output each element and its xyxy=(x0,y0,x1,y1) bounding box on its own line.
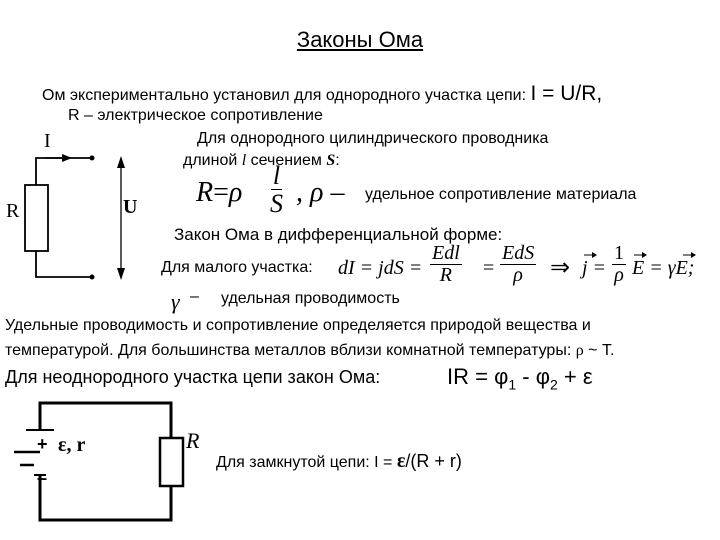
specific-conductivity-text: удельная проводимость xyxy=(221,290,400,307)
ohm-law-comma: , xyxy=(596,82,603,105)
battery-plus: + xyxy=(37,434,48,454)
paragraph-line2-text: температурой. Для большинства металлов вблизи комнатной температуры: xyxy=(5,342,576,359)
fraction-denominator-S: S xyxy=(270,189,283,219)
fraction-numerator-l: l xyxy=(272,161,281,190)
formula-eq: = xyxy=(213,177,229,208)
cylinder-colon: : xyxy=(335,152,340,169)
nonuniform-section-text: Для неоднородного участка цепи закон Ома: xyxy=(5,367,381,387)
closed-circuit-rest: /(R + r) xyxy=(405,451,462,471)
paragraph-line1: Удельные проводимость и сопротивление определяется природой вещества и xyxy=(5,317,591,334)
ohm-statement-text: Ом экспериментально установил для однородного участка цепи: xyxy=(42,87,531,104)
fraction-rho: ρ xyxy=(513,264,523,286)
E-gamma-expression: E = γE; xyxy=(632,257,695,279)
rho-definition-symbol: , ρ – xyxy=(296,177,345,208)
fraction-EdS: EdS xyxy=(502,242,535,264)
paragraph-line2-end: ~ T. xyxy=(583,342,615,359)
j-expression: j = xyxy=(582,257,607,279)
ohm-law-formula: I = U/R xyxy=(530,82,597,105)
length-symbol: l xyxy=(241,152,247,169)
current-label-I: I xyxy=(44,130,51,152)
fraction-one: 1 xyxy=(614,242,624,264)
closed-circuit-law xyxy=(216,450,462,473)
formula-rho: ρ xyxy=(228,177,243,208)
fraction-Edl: Edl xyxy=(432,242,460,264)
voltage-label-U: U xyxy=(123,196,138,218)
equals-sign-2: = xyxy=(483,257,495,279)
cylinder-conductor-line1: Для однородного цилиндрического проводника xyxy=(197,130,549,147)
section-symbol: S xyxy=(326,152,336,169)
emf-r-label: ε, r xyxy=(58,434,86,456)
small-section-label: Для малого участка: xyxy=(161,259,313,276)
gamma-symbol: γ xyxy=(171,289,180,314)
fraction-R: R xyxy=(439,264,452,286)
resistance-definition: R – электрическое сопротивление xyxy=(68,107,323,124)
implies-arrow: ⇒ xyxy=(550,255,571,281)
differential-form-title: Закон Ома в дифференциальной форме: xyxy=(174,225,503,244)
paragraph-rho: ρ xyxy=(575,342,584,359)
phi-sub-1: 1 xyxy=(508,376,517,393)
cylinder-length-prefix: длиной xyxy=(183,152,242,169)
nonuniform-formula-plus: + ε xyxy=(557,364,593,389)
gamma-dash: – xyxy=(190,288,199,305)
nonuniform-formula-minus: - φ xyxy=(516,364,550,389)
dI-expression: dI = jdS = xyxy=(338,257,423,279)
cylinder-section-word: сечением xyxy=(246,152,327,169)
phi-sub-2: 2 xyxy=(549,376,558,393)
closed-circuit-text: Для замкнутой цепи: I = xyxy=(216,454,397,471)
external-resistor-label: R xyxy=(186,428,200,453)
resistivity-description: удельное сопротивление материала xyxy=(365,186,637,203)
nonuniform-formula-start: IR = φ xyxy=(447,364,509,389)
battery-minus: – xyxy=(37,468,48,488)
page-title: Законы Ома xyxy=(296,27,424,52)
closed-circuit-eps: ε xyxy=(396,450,406,472)
formula-R: R xyxy=(196,177,214,208)
fraction-rho-2: ρ xyxy=(614,264,624,286)
resistor-label-R: R xyxy=(6,200,20,222)
